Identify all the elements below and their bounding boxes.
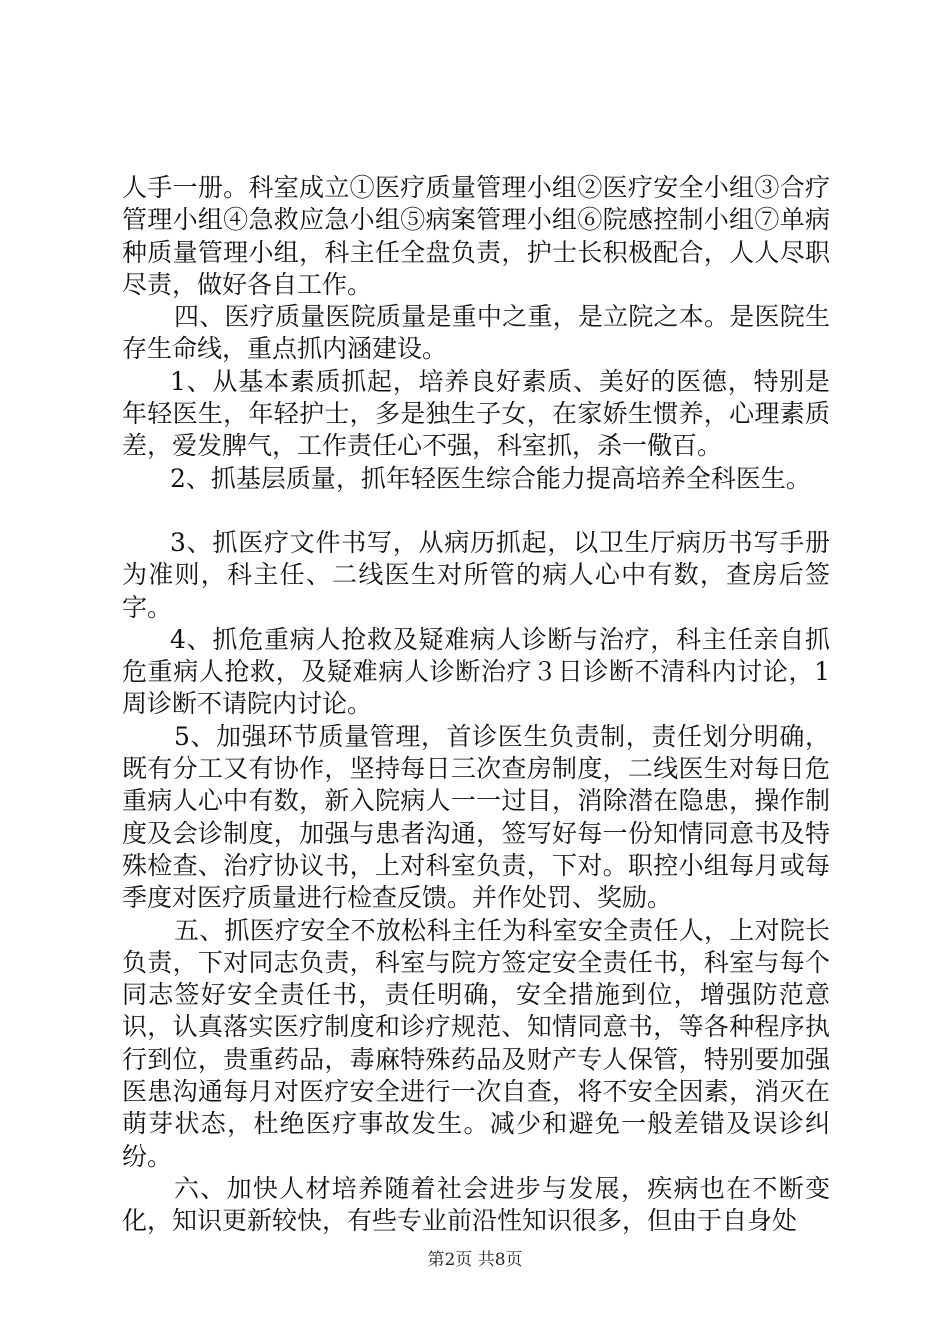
paragraph-item-1: 1、从基本素质抓起，培养良好素质、美好的医德，特别是年轻医生，年轻护士，多是独生子女，在家娇生惯养，心理素质差，爱发脾气，工作责任心不强，科室抓，杀一儆百。 [122, 366, 830, 461]
paragraph-item-5: 5、加强环节质量管理，首诊医生负责制，责任划分明确，既有分工又有协作，坚持每日三次查房制度，二线医生对每日危重病人心中有数，新入院病人一一过目，消除潜在隐患，操作制度及会诊制度，加强与患者沟通，签写好每一份知情同意书及特殊检查、治疗协议书，上对科室负责，下对。职控小组每月或每季度对医疗质量进行检查反馈。并作处罚、奖励。 [122, 721, 830, 913]
paragraph-item-2: 2、抓基层质量，抓年轻医生综合能力提高培养全科医生。 [170, 463, 811, 493]
paragraph-section-four: 四、医疗质量医院质量是重中之重，是立院之本。是医院生存生命线，重点抓内涵建设。 [122, 302, 830, 364]
page-number-footer: 第2页 共8页 [427, 1250, 523, 1270]
paragraph-section-five: 五、抓医疗安全不放松科主任为科室安全责任人，上对院长负责，下对同志负责，科室与院方签定安全责任书，科室与每个同志签好安全责任书，责任明确，安全措施到位，增强防范意识，认真落实医疗制度和诊疗规范、知情同意书，等各种程序执行到位，贵重药品，毒麻特殊药品及财产专人保管，特别要加强医患沟通每月对医疗安全进行一次自查，将不安全因素，消灭在萌芽状态，杜绝医疗事故发生。减少和避免一般差错及误诊纠纷。 [122, 915, 830, 1171]
paragraph-item-3: 3、抓医疗文件书写，从病历抓起，以卫生厅病历书写手册为准则，科主任、二线医生对所管的病人心中有数，查房后签字。 [122, 527, 830, 622]
paragraph-item-4: 4、抓危重病人抢救及疑难病人诊断与治疗，科主任亲自抓危重病人抢救，及疑难病人诊断治疗３日诊断不清科内讨论，1周诊断不请院内讨论。 [122, 624, 830, 719]
paragraph-section-six: 六、加快人材培养随着社会进步与发展，疾病也在不断变化，知识更新较快，有些专业前沿性知识很多，但由于自身处 [122, 1173, 830, 1236]
document-body [122, 172, 830, 1238]
paragraph-intro: 人手一册。科室成立①医疗质量管理小组②医疗安全小组③合疗管理小组④急救应急小组⑤病案管理小组⑥院感控制小组⑦单病种质量管理小组，科主任全盘负责，护士长积极配合，人人尽职尽责，做好各自工作。 [122, 173, 830, 299]
